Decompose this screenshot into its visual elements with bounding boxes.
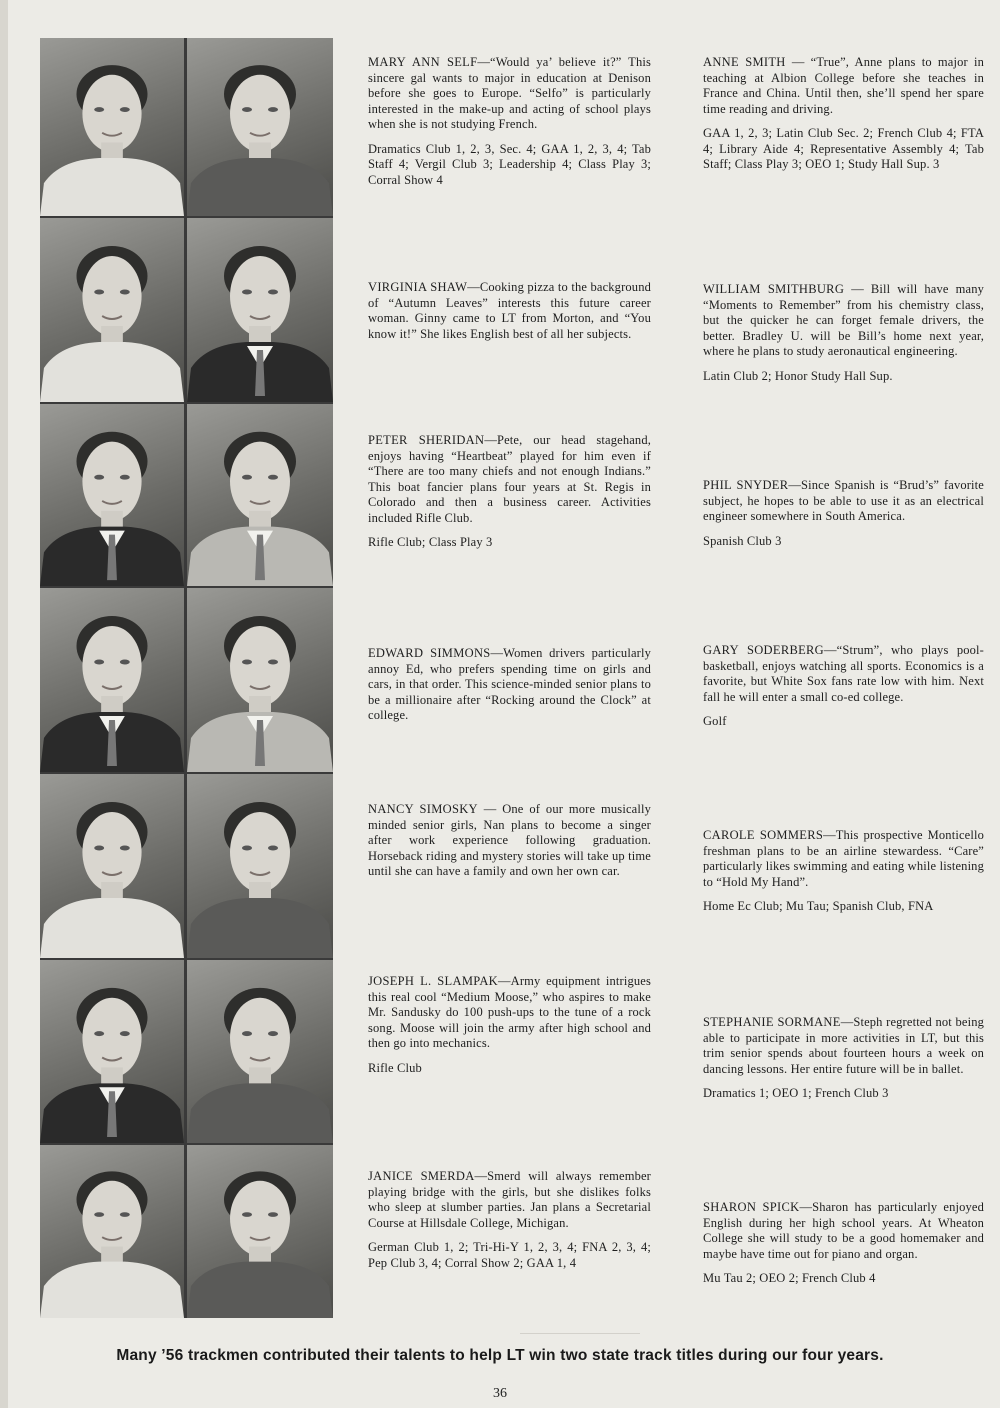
bio-janice-smerda	[368, 1169, 651, 1271]
activities: Dramatics Club 1, 2, 3, Sec. 4; GAA 1, 2, 3, 4; Tab Staff 4; Vergil Club 3; Leadership 4; Class Play 3; Corral Show 4	[368, 141, 651, 187]
portrait-mary-ann-self	[40, 38, 184, 216]
portrait-edward-simmons	[40, 588, 184, 772]
bio-text: —“Would ya’ believe it?” This sincere gal wants to major in education at Denison before she goes to Europe. “Selfo” is particularly interested in the make-up and acting of school plays when she is not studying French.	[368, 55, 651, 131]
student-name: JOSEPH L. SLAMPAK	[368, 974, 498, 988]
bio-text: —This prospective Monticello freshman plans to be an airline stewardess. “Care” particularly likes swimming and eating while listening to “Hold My Hand”.	[703, 828, 984, 889]
bio-anne-smith	[703, 55, 984, 173]
student-name: WILLIAM SMITHBURG	[703, 282, 845, 296]
bio-text: —“Strum”, who plays pool-basketball, enjoys watching all sports. Economics is a favorite, but White Sox fans rate low with him. Next fall he will enter a small co-ed college.	[703, 643, 984, 704]
bio-text: —Cooking pizza to the background of “Autumn Leaves” interests this future career woman. Ginny came to LT from Morton, and “You know it!” She likes English best of all her subjects.	[368, 280, 651, 341]
portrait-anne-smith	[187, 38, 333, 216]
bio-peter-sheridan	[368, 433, 651, 551]
bio-william-smithburg	[703, 282, 984, 384]
bio-nancy-simosky	[368, 802, 651, 880]
bio-carole-sommers	[703, 828, 984, 915]
bio-text: —Pete, our head stagehand, enjoys having “Heartbeat” played for him even if “There are too many chiefs and not enough Indians.” This boat fancier plans four years at St. Regis in Colorado and then a business career. Activities included Rifle Club.	[368, 433, 651, 525]
student-name: VIRGINIA SHAW	[368, 280, 468, 294]
bio-text: — Bill will have many “Moments to Remember” from his chemistry class, but the quicker he can forget female drivers, the better. Bradley U. will be Bill’s home next year, where he plans to study aeronautical engineering.	[703, 282, 984, 358]
bio-gary-soderberg	[703, 643, 984, 730]
student-name: SHARON SPICK	[703, 1200, 800, 1214]
portrait-nancy-simosky	[40, 774, 184, 958]
activities: Home Ec Club; Mu Tau; Spanish Club, FNA	[703, 899, 934, 913]
portrait-gary-soderberg	[187, 588, 333, 772]
bio-text: —Steph regretted not being able to participate in more activities in LT, but this trim senior spends about fourteen hours a week on dancing lessons. Her entire future will be in ballet.	[703, 1015, 984, 1076]
student-name: NANCY SIMOSKY	[368, 802, 478, 816]
portrait-janice-smerda	[40, 1145, 184, 1318]
activities: Rifle Club	[368, 1060, 422, 1075]
student-name: GARY SODERBERG	[703, 643, 824, 657]
page-caption: Many ’56 trackmen contributed their talents to help LT win two state track titles during our four years.	[116, 1347, 884, 1364]
portrait-sharon-spick	[187, 1145, 333, 1318]
student-name: ANNE SMITH	[703, 55, 786, 69]
bio-text: —Army equipment intrigues this real cool “Medium Moose,” who aspires to make Mr. Sandusky do 100 push-ups to the tune of a rock song. Moose will join the army after high school and then go into mechanics.	[368, 974, 652, 1050]
portrait-carole-sommers	[187, 774, 333, 958]
bio-text: —Since Spanish is “Brud’s” favorite subject, he hopes to be able to use it as an electrical engineer somewhere in South America.	[703, 478, 985, 523]
bio-text: —Sharon has particularly enjoyed English during her high school years. At Wheaton College she will study to be a good homemaker and maybe have time out for piano and organ.	[703, 1200, 984, 1261]
activities: Rifle Club; Class Play 3	[368, 535, 493, 549]
student-name: PETER SHERIDAN	[368, 433, 485, 447]
portrait-peter-sheridan	[40, 404, 184, 586]
student-name: CAROLE SOMMERS	[703, 828, 824, 842]
page-number: 36	[493, 1386, 507, 1401]
bio-virginia-shaw	[368, 280, 651, 342]
student-name: JANICE SMERDA	[368, 1169, 475, 1183]
bio-text: —Women drivers particularly annoy Ed, who prefers spending time on girls and cars, in that order. This science-minded senior plans to be a millionaire after “Rocking around the Clock” at college.	[368, 646, 651, 722]
activities: GAA 1, 2, 3; Latin Club Sec. 2; French Club 4; FTA 4; Library Aide 4; Representative Assembly 4; Tab Staff; Class Play 3; OEO 1; Study Hall Sup. 3	[703, 126, 984, 171]
activities: Dramatics 1; OEO 1; French Club 3	[703, 1086, 889, 1100]
student-name: STEPHANIE SORMANE	[703, 1015, 841, 1029]
page-edge	[0, 0, 8, 1408]
portrait-joseph-l-slampak	[40, 960, 184, 1143]
student-name: PHIL SNYDER	[703, 478, 789, 492]
activities: Mu Tau 2; OEO 2; French Club 4	[703, 1271, 876, 1285]
bio-phil-snyder	[703, 478, 984, 549]
portrait-grid	[40, 38, 333, 1318]
portrait-phil-snyder	[187, 404, 333, 586]
bio-text: —Smerd will always remember playing bridge with the girls, but she dislikes folks who sleep at slumber parties. Jan plans a Secretarial Course at Hillsdale College, Michigan.	[368, 1169, 651, 1230]
bio-text: — One of our more musically minded senior girls, Nan plans to become a singer after work experience following graduation. Horseback riding and mystery stories will take up time until she can have a family and own her own car.	[368, 802, 651, 878]
bio-edward-simmons	[368, 646, 651, 724]
student-name: EDWARD SIMMONS	[368, 646, 491, 660]
bio-sharon-spick	[703, 1200, 984, 1287]
bio-stephanie-sormane	[703, 1015, 984, 1102]
portrait-stephanie-sormane	[187, 960, 333, 1143]
divider-rule	[520, 1333, 640, 1334]
bio-mary-ann-self	[368, 55, 651, 188]
activities: German Club 1, 2; Tri-Hi-Y 1, 2, 3, 4; FNA 2, 3, 4; Pep Club 3, 4; Corral Show 2; GAA 1, 4	[368, 1240, 651, 1270]
activities: Spanish Club 3	[703, 533, 782, 548]
bio-text: — “True”, Anne plans to major in teaching at Albion College before she teaches in France and China. Until then, she’ll spend her spare time reading and driving.	[703, 55, 985, 116]
bio-joseph-l-slampak	[368, 974, 651, 1076]
activities: Golf	[703, 714, 727, 728]
student-name: MARY ANN SELF	[368, 55, 478, 69]
portrait-william-smithburg	[187, 218, 333, 402]
activities: Latin Club 2; Honor Study Hall Sup.	[703, 368, 893, 383]
portrait-virginia-shaw	[40, 218, 184, 402]
